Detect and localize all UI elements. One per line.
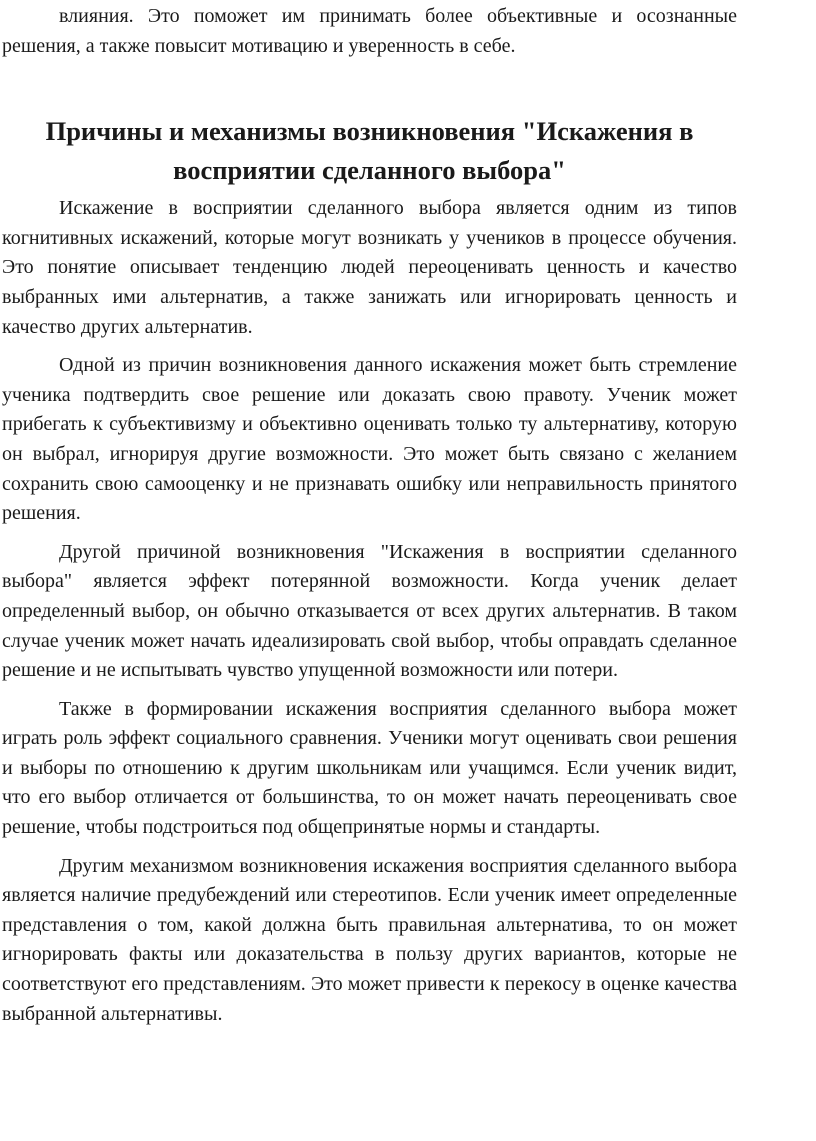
body-paragraph-3: Другой причиной возникновения "Искажения в восприятии сделанного выбора" является эффект потерянной возможности. Когда ученик делает определенный выбор, он обычно отказывается от всех других альтернатив. В таком случае ученик может начать идеализировать свой выбор, чтобы оправдать сделанное решение и не испытывать чувство упущенной возможности или потери. [2,540,737,682]
body-paragraph-5: Другим механизмом возникновения искажения восприятия сделанного выбора является наличие предубеждений или стереотипов. Если ученик имеет определенные представления о том, какой должна быть правильная альтернатива, то он может игнорировать факты или доказательства в пользу других вариантов, которые не соответствуют его представлениям. Это может привести к перекосу в оценке качества выбранной альтернативы. [2,854,737,1025]
section-heading: Причины и механизмы возникновения "Искажения в восприятии сделанного выбора" [45,116,694,186]
body-paragraph-1: Искажение в восприятии сделанного выбора является одним из типов когнитивных искажений, которые могут возникать у учеников в процессе обучения. Это понятие описывает тенденцию людей переоценивать ценность и качество выбранных ими альтернатив, а также занижать или игнорировать ценность и качество других альтернатив. [2,197,737,338]
lead-paragraph: влияния. Это поможет им принимать более объективные и осознанные решения, а также повысит мотивацию и уверенность в себе. [2,5,737,57]
body-paragraph-4: Также в формировании искажения восприятия сделанного выбора может играть роль эффект социального сравнения. Ученики могут оценивать свои решения и выборы по отношению к другим школьникам или учащимся. Если ученик видит, что его выбор отличается от большинства, то он может начать переоценивать свое решение, чтобы подстроиться под общепринятые нормы и стандарты. [2,697,737,839]
body-paragraph-2: Одной из причин возникновения данного искажения может быть стремление ученика подтвердить свое решение или доказать свою правоту. Ученик может прибегать к субъективизму и объективно оценивать только ту альтернативу, которую он выбрал, игнорируя другие возможности. Это может быть связано с желанием сохранить свою самооценку и не признавать ошибку или неправильность принятого решения. [2,354,737,525]
